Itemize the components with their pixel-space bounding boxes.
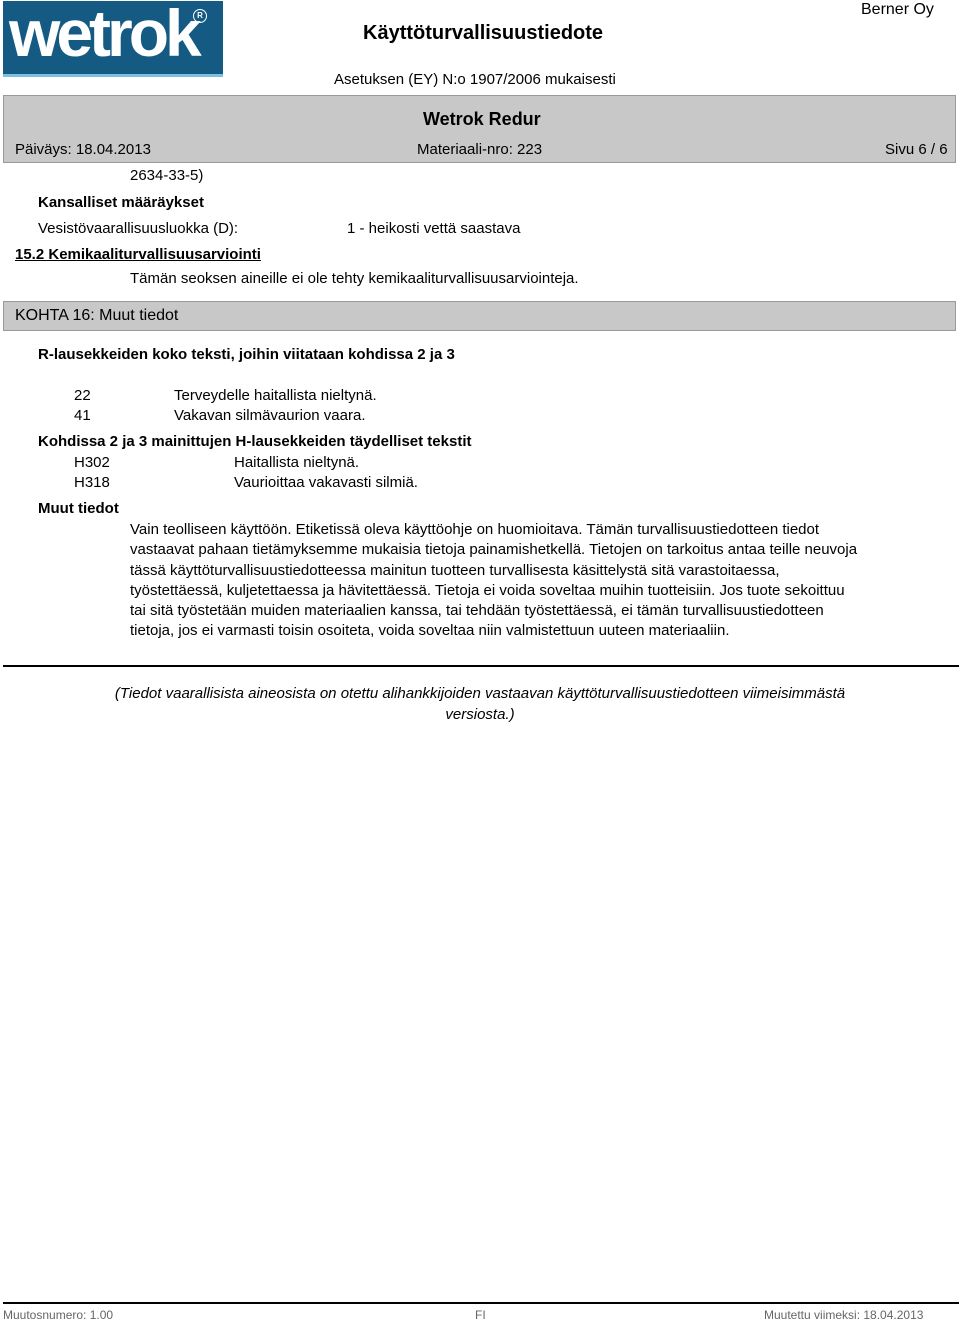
chemical-assessment-title: 15.2 Kemikaaliturvallisuusarviointi: [15, 246, 261, 263]
document-date: Päiväys: 18.04.2013: [15, 141, 151, 158]
registered-mark-icon: R: [193, 9, 207, 23]
page-number: Sivu 6 / 6: [885, 141, 948, 158]
other-info-text: Vain teolliseen käyttöön. Etiketissä oleva käyttöohje on huomioitava. Tämän turvallisuustiedotteen tiedot vastaavat pahaan tietämyksemme mukaisia tietoja painamishetkellä. Tietojen on tarkoitus antaa teille neuvoja tässä käyttöturvallisuustiedotteessa mainitun tuotteen turvallisesta käsittelystä sitä varastoitaessa, työstettäessä, kuljetettaessa ja hävitettäessä. Tietoja ei voida soveltaa muihin tuotteisiin. Jos tuote sekoittuu tai sitä työstetään muiden materiaalien kanssa, tai tehdään työstettäessä, ei tämän turvallisuustiedotteen tietoja, jos ei varmasti toisin osoiteta, voida soveltaa niin valmistettuun uuteen materiaaliin.: [130, 521, 858, 640]
footer-divider: [3, 1302, 959, 1304]
logo-wordmark: wetrok: [9, 1, 198, 70]
logo-accent-bar: [3, 74, 223, 77]
h-phrase-code: H302: [74, 454, 110, 471]
last-modified: Muutettu viimeksi: 18.04.2013: [764, 1308, 924, 1322]
company-name: Berner Oy: [861, 1, 934, 18]
product-name: Wetrok Redur: [423, 109, 541, 129]
water-hazard-label: Vesistövaarallisuusluokka (D):: [38, 220, 239, 237]
r-phrase-text: Vakavan silmävaurion vaara.: [174, 407, 366, 424]
language-code: FI: [475, 1308, 486, 1322]
r-phrase-text: Terveydelle haitallista nieltynä.: [174, 387, 377, 404]
r-phrase-code: 22: [74, 387, 91, 404]
h-phrases-title: Kohdissa 2 ja 3 mainittujen H-lausekkeiden täydelliset tekstit: [38, 433, 472, 450]
revision-number: Muutosnumero: 1.00: [3, 1308, 114, 1322]
wetrok-logo: [3, 1, 223, 77]
r-phrases-title: R-lausekkeiden koko teksti, joihin viitataan kohdissa 2 ja 3: [38, 346, 455, 363]
h-phrase-code: H318: [74, 474, 110, 491]
regulation-subtitle: Asetuksen (EY) N:o 1907/2006 mukaisesti: [334, 71, 616, 88]
h-phrase-text: Vaurioittaa vakavasti silmiä.: [234, 474, 418, 491]
chemical-assessment-text: Tämän seoksen aineille ei ole tehty kemikaaliturvallisuusarviointeja.: [130, 270, 579, 287]
cas-continuation: 2634-33-5): [130, 167, 204, 184]
document-title: Käyttöturvallisuustiedote: [363, 22, 604, 44]
section-16-header: [3, 301, 956, 331]
h-phrase-text: Haitallista nieltynä.: [234, 454, 360, 471]
water-hazard-value: 1 - heikosti vettä saastava: [347, 220, 521, 237]
r-phrase-code: 41: [74, 407, 91, 424]
national-regulations-title: Kansalliset määräykset: [38, 194, 204, 211]
material-number: Materiaali-nro: 223: [417, 141, 543, 158]
other-info-title: Muut tiedot: [38, 500, 119, 517]
section-16-title: KOHTA 16: Muut tiedot: [15, 307, 179, 324]
section-divider: [3, 665, 959, 667]
source-note: (Tiedot vaarallisista aineosista on otettu alihankkijoiden vastaavan käyttöturvallisuustiedotteen viimeisimmästä versiosta.): [114, 685, 846, 723]
